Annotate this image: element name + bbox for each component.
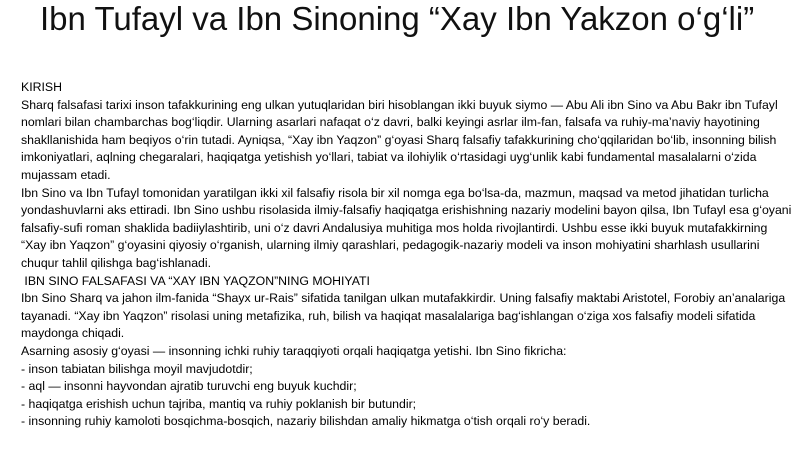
slide-title: Ibn Tufayl va Ibn Sinoning “Xay Ibn Yakzon o‘g‘li” (40, 0, 755, 37)
intro-paragraph-2: Ibn Sino va Ibn Tufayl tomonidan yaratilgan ikki xil falsafiy risola bir xil nomga ega bo‘lsa-da, mazmun, maqsad va metod jihatidan turlicha yondashuvlarni aks ettiradi. Ibn Sino ushbu risolasida ilmiy-falsafiy haqiqatga erishishning nazariy modelini bayon qilsa, Ibn Tufayl esa g‘oyani falsafiy-sufi roman shaklida badiiylashtirib, uni o‘z davri Andalusiya muhitiga mos holda rivojlantirdi. Ushbu esse ikki buyuk mutafakkirning “Xay ibn Yaqzon” g‘oyasini qiyosiy o‘rganish, ularning ilmiy qarashlari, pedagogik-nazariy modeli va inson mohiyatini sharhlash usullarini chuqur tahlil qilishga bag‘ishlanadi. (21, 185, 792, 270)
slide-body (21, 79, 796, 431)
intro-paragraph-1: Sharq falsafasi tarixi inson tafakkurining eng ulkan yutuqlaridan biri hisoblangan ikki buyuk siymo — Abu Ali ibn Sino va Abu Bakr ibn Tufayl nomlari bilan chambarchas bog‘liqdir. Ularning asarlari nafaqat o‘z davri, balki keyingi asrlar ilm-fan, falsafa va ruhiy-ma’naviy hayotining shakllanishida ham beqiyos o‘rin tutadi. Ayniqsa, “Xay ibn Yaqzon” g‘oyasi Sharq falsafiy tafakkurining cho‘qqilaridan bo‘lib, insonning bilish imkoniyatlari, aqlning chegaralari, haqiqatga yetishish yo‘llari, tabiat va ilohiylik o‘rtasidagi uyg‘unlik kabi fundamental masalalarni o‘zida mujassam etadi. (21, 97, 778, 182)
list-item: - aql — insonni hayvondan ajratib turuvchi eng buyuk kuchdir; (21, 379, 357, 394)
section-heading-ibn-sino: IBN SINO FALSAFASI VA “XAY IBN YAQZON”NING MOHIYATI (21, 273, 370, 288)
list-item: - inson tabiatan bilishga moyil mavjudotdir; (21, 361, 253, 376)
list-item: - insonning ruhiy kamoloti bosqichma-bosqich, nazariy bilishdan amaliy hikmatga o‘tish orqali ro‘y beradi. (21, 414, 591, 429)
ibn-sino-paragraph-2: Asarning asosiy g‘oyasi — insonning ichki ruhiy taraqqiyoti orqali haqiqatga yetishi. Ibn Sino fikricha: (21, 343, 567, 358)
ibn-sino-paragraph-1: Ibn Sino Sharq va jahon ilm-fanida “Shayx ur-Rais” sifatida tanilgan ulkan mutafakkirdir. Uning falsafiy maktabi Aristotel, Forobiy an’analariga tayanadi. “Xay ibn Yaqzon” risolasi uning metafizika, ruh, bilish va haqiqat masalalariga bag‘ishlangan o‘ziga xos falsafiy modeli sifatida maydonga chiqadi. (21, 291, 786, 341)
section-heading-kirish: KIRISH (21, 80, 62, 94)
list-item: - haqiqatga erishish uchun tajriba, mantiq va ruhiy poklanish bir butundir; (21, 396, 417, 411)
